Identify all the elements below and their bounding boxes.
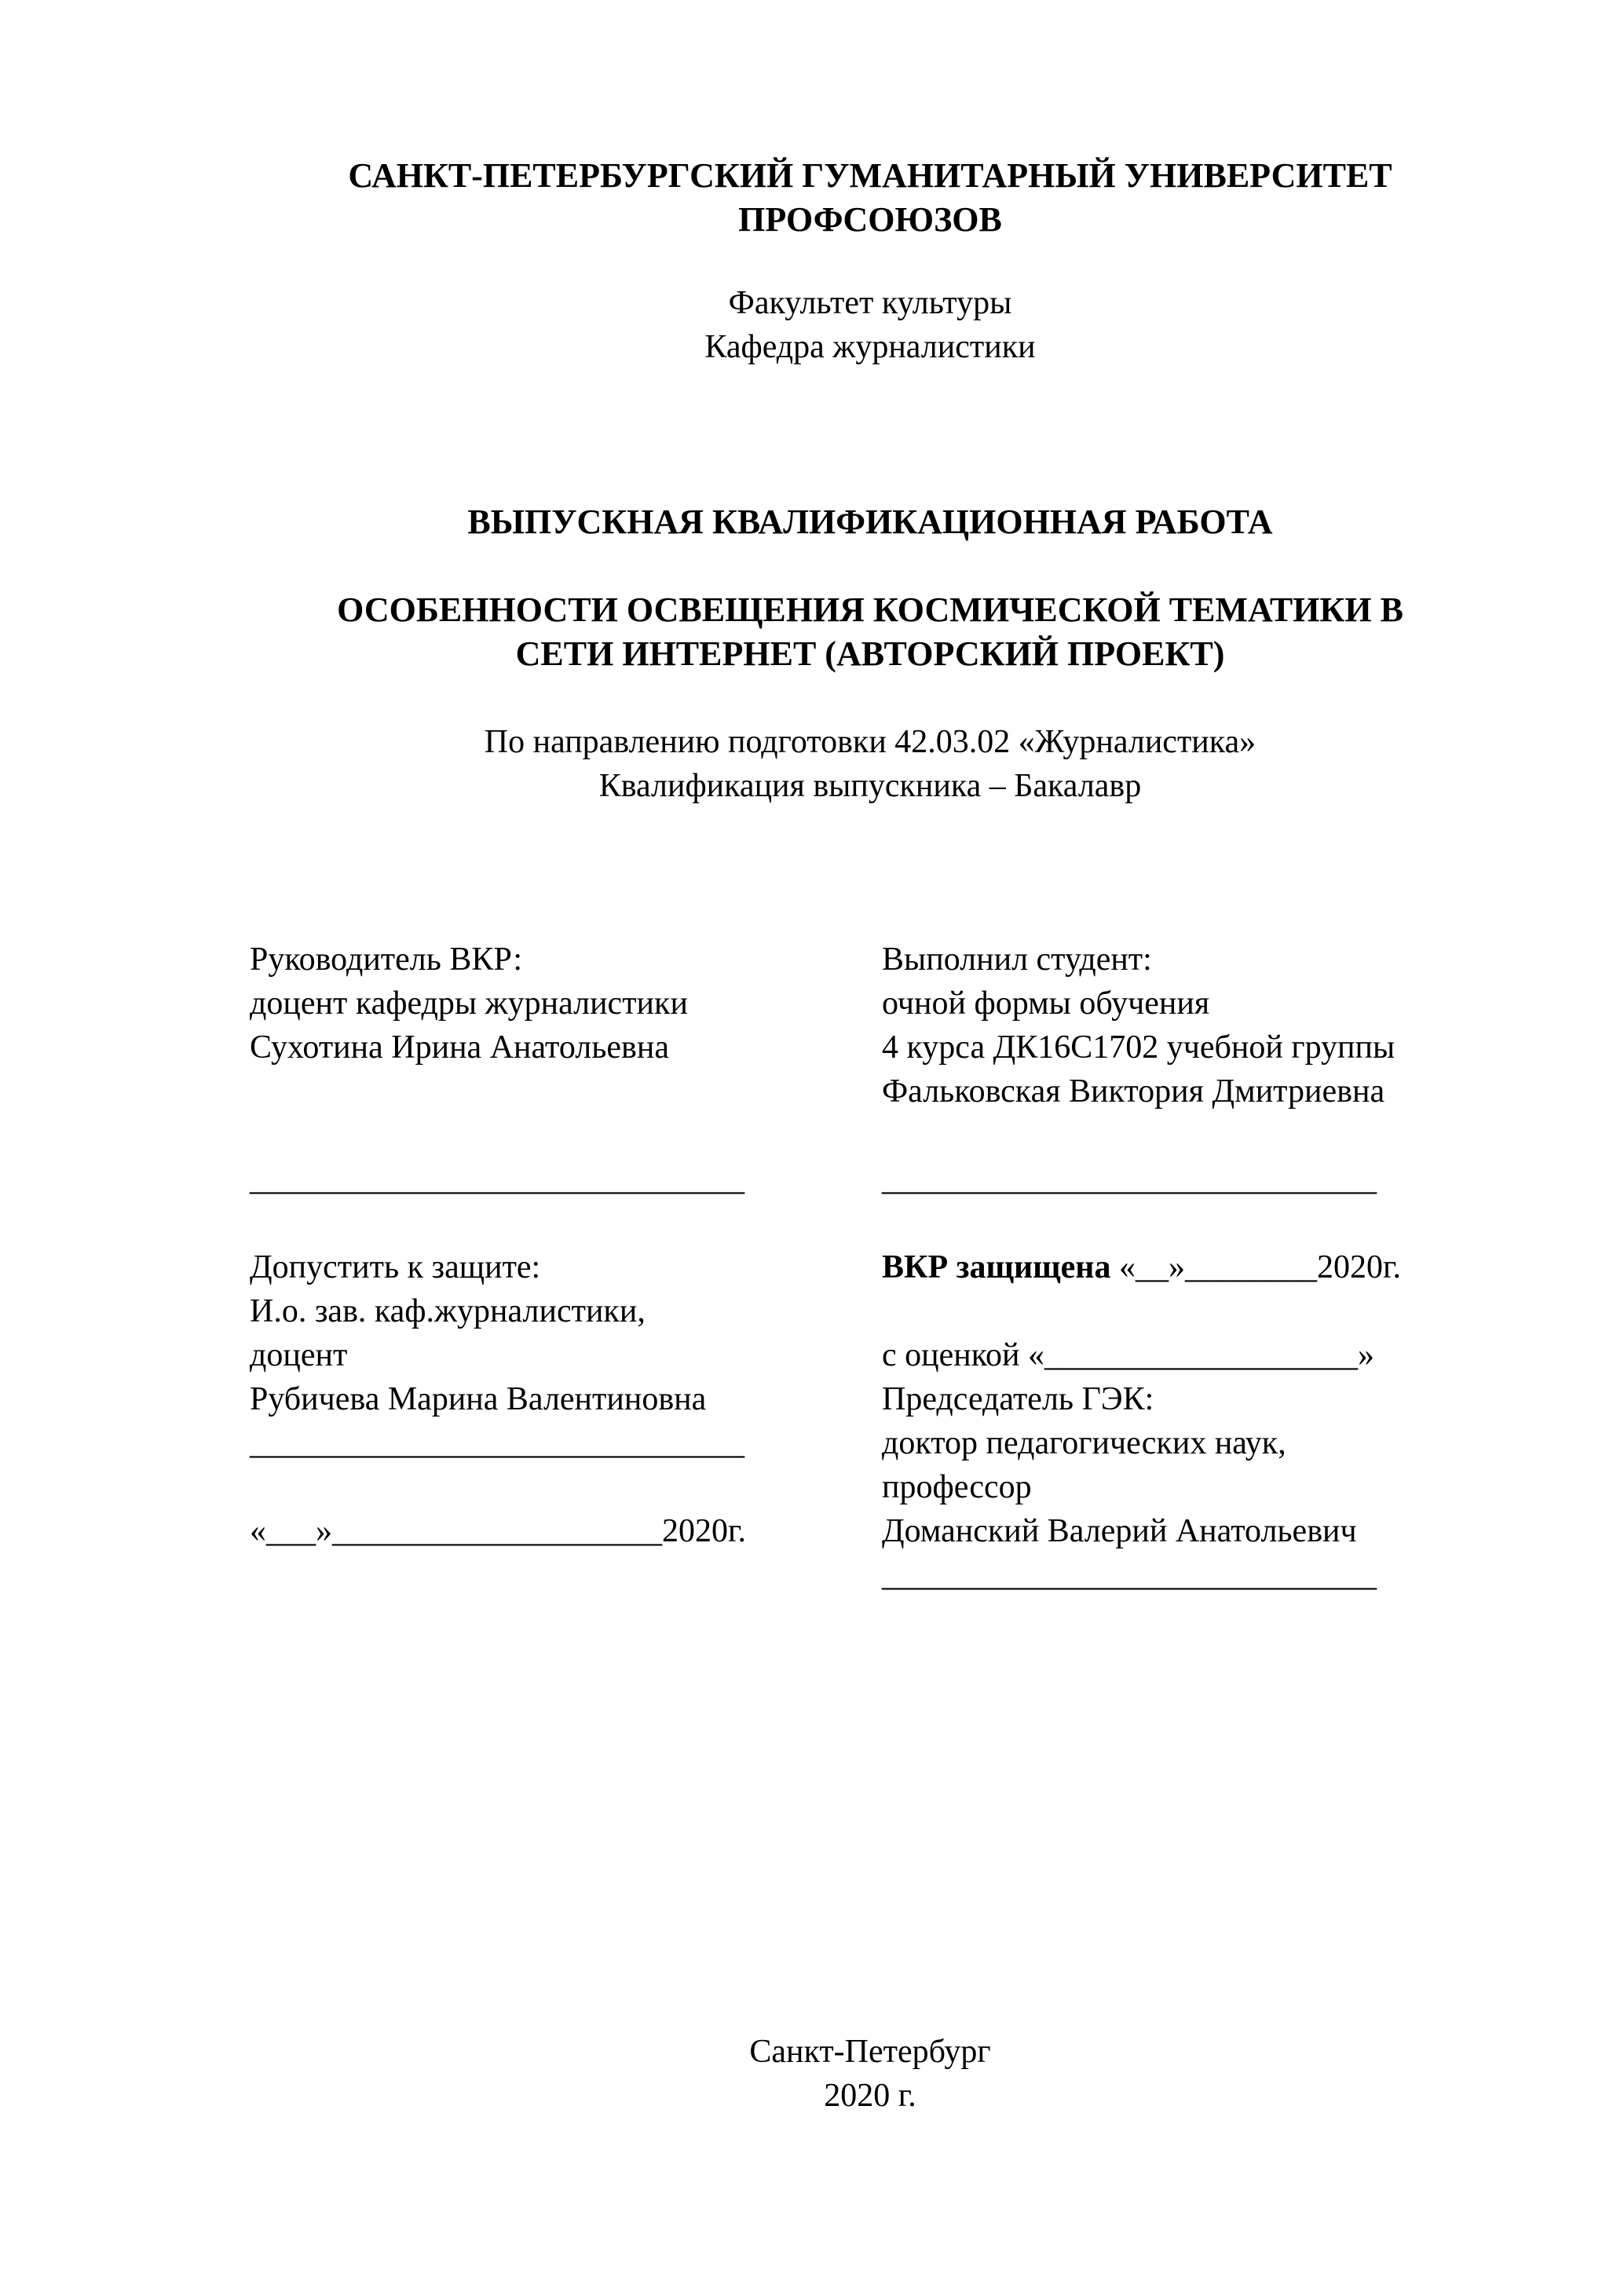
text-line: И.о. зав. каф.журналистики, bbox=[250, 1293, 646, 1329]
text-line: Рубичева Марина Валентиновна bbox=[250, 1381, 707, 1417]
text-line: ______________________________ bbox=[250, 1161, 744, 1197]
text-line bbox=[882, 1289, 1490, 1333]
text-line bbox=[250, 1465, 882, 1509]
text-line bbox=[250, 1201, 882, 1245]
footer-city: Санкт-Петербург bbox=[749, 2034, 991, 2070]
text-line: Доманский Валерий Анатольевич bbox=[882, 1513, 1357, 1549]
text-line: Руководитель ВКР: bbox=[250, 941, 523, 978]
university-name-line2: ПРОФСОЮЗОВ bbox=[738, 200, 1002, 239]
thesis-title-line1: ОСОБЕННОСТИ ОСВЕЩЕНИЯ КОСМИЧЕСКОЙ ТЕМАТИКИ В bbox=[337, 590, 1403, 629]
text-line: ______________________________ bbox=[250, 1425, 744, 1461]
direction-block bbox=[250, 720, 1490, 808]
text-line: доктор педагогических наук, bbox=[882, 1425, 1286, 1461]
thesis-title bbox=[250, 588, 1490, 676]
text-line: Председатель ГЭК: bbox=[882, 1381, 1154, 1417]
work-type-title: ВЫПУСКНАЯ КВАЛИФИКАЦИОННАЯ РАБОТА bbox=[467, 503, 1273, 541]
text-line: «___»____________________2020г. bbox=[250, 1513, 746, 1549]
text-line: доцент кафедры журналистики bbox=[250, 985, 688, 1022]
text-line: профессор bbox=[882, 1469, 1032, 1505]
text-line: Допустить к защите: bbox=[250, 1249, 541, 1285]
work-type-block bbox=[250, 500, 1490, 544]
direction-of-study: По направлению подготовки 42.03.02 «Журналистика» bbox=[484, 724, 1256, 760]
text-line: Выполнил студент: bbox=[882, 941, 1152, 978]
faculty-block bbox=[250, 281, 1490, 369]
text-line: очной формы обучения bbox=[882, 985, 1210, 1022]
university-name-line1: САНКТ-ПЕТЕРБУРГСКИЙ ГУМАНИТАРНЫЙ УНИВЕРСИТЕТ bbox=[348, 156, 1392, 195]
text-line bbox=[250, 1113, 882, 1157]
footer-block bbox=[250, 2030, 1490, 2118]
text-line bbox=[250, 1069, 882, 1113]
signature-columns bbox=[250, 938, 1490, 1597]
text-line bbox=[882, 1201, 1490, 1245]
qualification: Квалификация выпускника – Бакалавр bbox=[598, 768, 1142, 804]
department-name: Кафедра журналистики bbox=[704, 329, 1036, 365]
text-line: Сухотина Ирина Анатольевна bbox=[250, 1029, 670, 1066]
student-column bbox=[882, 938, 1490, 1597]
text-line: 4 курса ДК16С1702 учебной группы bbox=[882, 1029, 1395, 1066]
text-line: ВКР защищена «__»________2020г. bbox=[882, 1249, 1401, 1285]
footer-year: 2020 г. bbox=[824, 2078, 916, 2114]
university-header bbox=[250, 154, 1490, 242]
text-line bbox=[882, 1113, 1490, 1157]
text-line: доцент bbox=[250, 1337, 348, 1373]
text-line: с оценкой «___________________» bbox=[882, 1337, 1374, 1373]
text-line: ______________________________ bbox=[882, 1161, 1377, 1197]
text-line: Фальковская Виктория Дмитриевна bbox=[882, 1073, 1385, 1110]
thesis-title-line2: СЕТИ ИНТЕРНЕТ (АВТОРСКИЙ ПРОЕКТ) bbox=[515, 634, 1225, 673]
supervisor-column bbox=[250, 938, 882, 1597]
text-line: ______________________________ bbox=[882, 1557, 1377, 1593]
faculty-name: Факультет культуры bbox=[728, 285, 1012, 321]
